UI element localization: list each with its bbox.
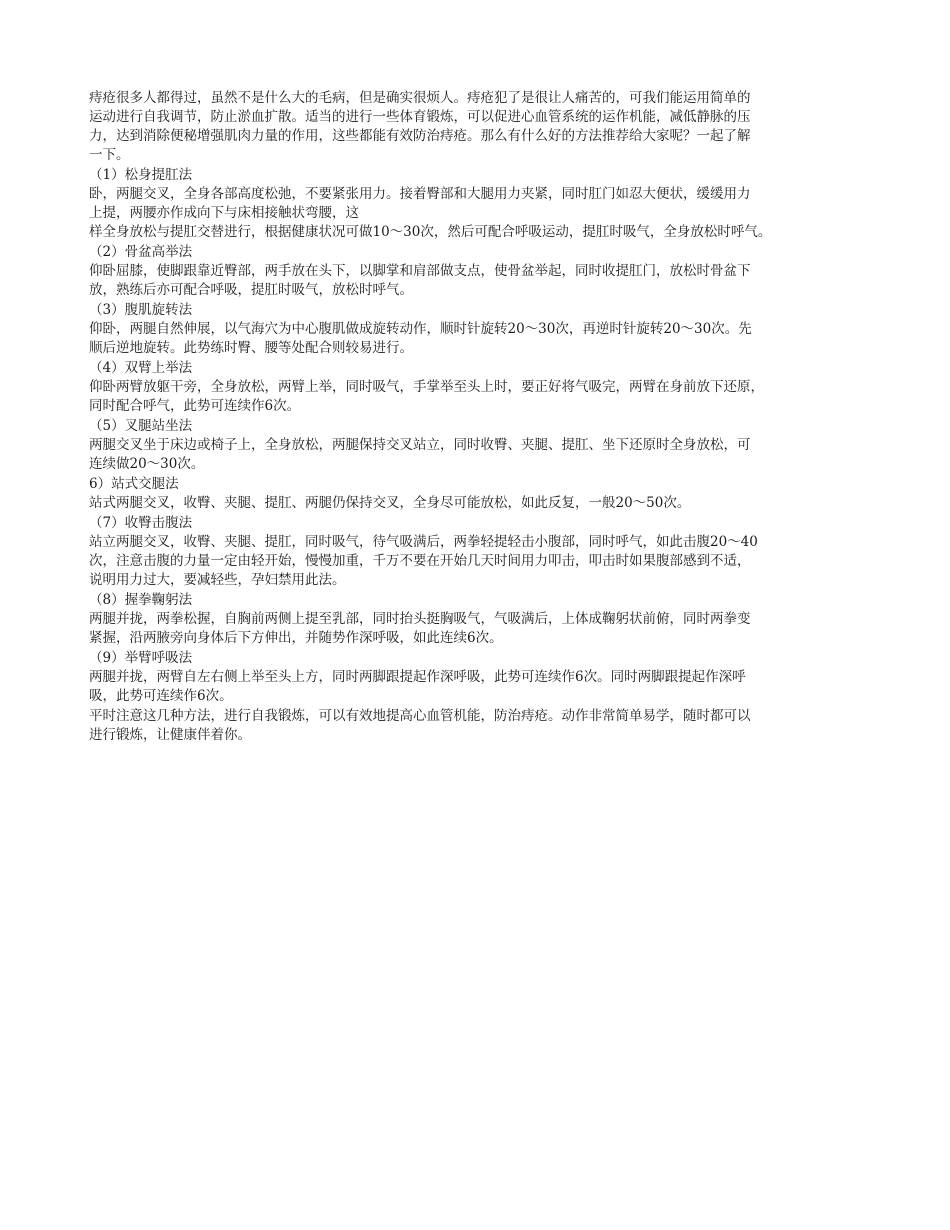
section-heading-5: （5）叉腿站坐法 (89, 418, 193, 434)
section-heading-3: （3）腹肌旋转法 (89, 302, 193, 318)
section-heading-9: （9）举臂呼吸法 (89, 650, 193, 666)
conclusion-line-1: 平时注意这几种方法，进行自我锻炼，可以有效地提高心血管机能，防治痔疮。动作非常简单易学，随时都可以 (89, 708, 751, 724)
document-body (89, 89, 879, 745)
section-9-line-2: 吸，此势可连续作6次。 (89, 688, 233, 704)
section-9-line-1: 两腿并拢，两臂自左右侧上举至头上方，同时两脚跟提起作深呼吸，此势可连续作6次。同时两脚跟提起作深呼 (89, 669, 746, 685)
intro-line-4: 一下。 (89, 147, 130, 163)
section-heading-7: （7）收臀击腹法 (89, 515, 193, 531)
intro-line-2: 运动进行自我调节，防止淤血扩散。适当的进行一些体育锻炼，可以促进心血管系统的运作机能，减低静脉的压 (89, 109, 751, 125)
section-8-line-1: 两腿并拢，两拳松握，自胸前两侧上提至乳部，同时抬头挺胸吸气，气吸满后，上体成鞠躬状前俯，同时两拳变 (89, 611, 751, 627)
section-4-line-2: 同时配合呼气，此势可连续作6次。 (89, 398, 301, 414)
section-heading-4: （4）双臂上举法 (89, 360, 193, 376)
section-1-line-3: 样全身放松与提肛交替进行，根据健康状况可做10～30次，然后可配合呼吸运动，提肛时吸气，全身放松时呼气。 (89, 224, 772, 240)
section-heading-6: 6）站式交腿法 (89, 476, 179, 492)
section-5-line-1: 两腿交叉坐于床边或椅子上，全身放松，两腿保持交叉站立，同时收臀、夹腿、提肛、坐下还原时全身放松，可 (89, 437, 751, 453)
section-2-line-2: 放，熟练后亦可配合呼吸，提肛时吸气，放松时呼气。 (89, 282, 413, 298)
section-5-line-2: 连续做20～30次。 (89, 456, 205, 472)
section-1-line-1: 卧，两腿交叉，全身各部高度松弛，不要紧张用力。接着臀部和大腿用力夹紧，同时肛门如忍大便状，缓缓用力 (89, 186, 751, 202)
intro-line-1: 痔疮很多人都得过，虽然不是什么大的毛病，但是确实很烦人。痔疮犯了是很让人痛苦的，可我们能运用简单的 (89, 90, 751, 106)
section-heading-1: （1）松身提肛法 (89, 167, 193, 183)
section-7-line-1: 站立两腿交叉，收臀、夹腿、提肛，同时吸气，待气吸满后，两拳轻提轻击小腹部，同时呼气，如此击腹20～40 (89, 534, 758, 550)
section-3-line-1: 仰卧，两腿自然伸展，以气海穴为中心腹肌做成旋转动作，顺时针旋转20～30次，再逆时针旋转20～30次。先 (89, 321, 752, 337)
intro-line-3: 力，达到消除便秘增强肌肉力量的作用，这些都能有效防治痔疮。那么有什么好的方法推荐给大家呢？一起了解 (89, 128, 751, 144)
section-7-line-2: 次，注意击腹的力量一定由轻开始，慢慢加重，千万不要在开始几天时间用力叩击，叩击时如果腹部感到不适， (89, 553, 751, 569)
section-3-line-2: 顺后逆地旋转。此势练时臀、腰等处配合则较易进行。 (89, 340, 413, 356)
section-4-line-1: 仰卧两臂放躯干旁，全身放松，两臂上举，同时吸气，手掌举至头上时，要正好将气吸完，两臂在身前放下还原， (89, 379, 764, 395)
section-6-line-1: 站式两腿交叉，收臀、夹腿、提肛、两腿仍保持交叉，全身尽可能放松，如此反复，一般20～50次。 (89, 495, 691, 511)
section-7-line-3: 说明用力过大，要减轻些，孕妇禁用此法。 (89, 572, 346, 588)
section-1-line-2: 上提，两腰亦作成向下与床相接触状弯腰，这 (89, 205, 359, 221)
section-2-line-1: 仰卧屈膝，使脚跟靠近臀部，两手放在头下，以脚掌和肩部做支点，使骨盆举起，同时收提肛门，放松时骨盆下 (89, 263, 751, 279)
section-heading-8: （8）握拳鞠躬法 (89, 592, 193, 608)
conclusion-line-2: 进行锻炼，让健康伴着你。 (89, 727, 251, 743)
section-8-line-2: 紧握，沿两腋旁向身体后下方伸出，并随势作深呼吸，如此连续6次。 (89, 630, 503, 646)
section-heading-2: （2）骨盆高举法 (89, 244, 193, 260)
